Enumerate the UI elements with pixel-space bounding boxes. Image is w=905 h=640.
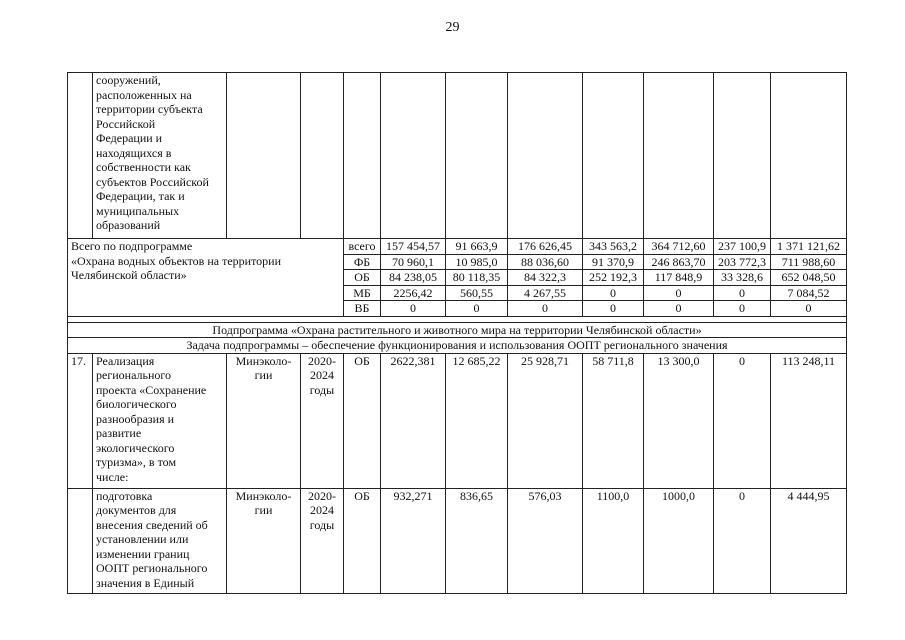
value-cell: 1000,0	[644, 488, 714, 593]
value-cell: 0	[771, 301, 847, 317]
value-cell: 836,65	[446, 488, 508, 593]
text-line: гии	[254, 368, 273, 382]
value-cell: 13 300,0	[644, 353, 714, 488]
budget-table	[67, 72, 847, 594]
value-cell: 576,03	[508, 488, 583, 593]
item-executor	[227, 488, 301, 593]
total-row-all	[68, 239, 847, 255]
item-row	[68, 353, 847, 488]
item-executor	[227, 353, 301, 488]
source-cell: всего	[344, 239, 381, 255]
text-line: муниципальных	[96, 203, 180, 218]
source-cell: МБ	[344, 285, 381, 301]
text-line: ООПТ регионального	[96, 561, 208, 575]
text-line: Реализация	[96, 353, 155, 368]
text-line: развитие	[96, 426, 142, 440]
text-line: находящихся в	[96, 145, 172, 160]
value-cell: 711 988,60	[771, 254, 847, 270]
text-line: экологического	[96, 440, 175, 455]
item-name	[93, 488, 227, 593]
value-cell: 176 626,45	[508, 239, 583, 255]
value-cell: 932,271	[381, 488, 446, 593]
value-cell: 7 084,52	[771, 285, 847, 301]
executor-cell	[227, 73, 301, 239]
value-cell: 343 563,2	[583, 239, 644, 255]
source-cell: ОБ	[344, 353, 381, 488]
source-cell: ОБ	[344, 270, 381, 286]
value-cell	[446, 73, 508, 239]
text-line: числе:	[96, 469, 129, 484]
text-line: проекта «Сохранение	[96, 382, 207, 397]
value-cell: 4 267,55	[508, 285, 583, 301]
task-title: Задача подпрограммы – обеспечение функционирования и использования ООПТ регионального значения	[68, 338, 847, 354]
source-cell: ВБ	[344, 301, 381, 317]
source-cell: ОБ	[344, 488, 381, 593]
text-line: подготовка	[96, 488, 153, 503]
value-cell: 0	[446, 301, 508, 317]
text-line: биологического	[96, 397, 177, 411]
text-line: значения в Единый	[96, 575, 195, 590]
text-line: установлении или	[96, 532, 189, 546]
text-line: 2024	[310, 368, 334, 382]
item-name	[93, 353, 227, 488]
subprogram-title: Подпрограмма «Охрана растительного и животного мира на территории Челябинской области»	[68, 322, 847, 338]
source-cell: ФБ	[344, 254, 381, 270]
item-period	[301, 353, 344, 488]
value-cell: 0	[644, 285, 714, 301]
source-cell	[344, 73, 381, 239]
value-cell	[714, 73, 771, 239]
number-cell	[68, 73, 93, 239]
value-cell	[381, 73, 446, 239]
text-line: гии	[254, 503, 273, 517]
value-cell: 1100,0	[583, 488, 644, 593]
value-cell: 10 985,0	[446, 254, 508, 270]
text-line: туризма», в том	[96, 455, 177, 469]
value-cell: 12 685,22	[446, 353, 508, 488]
value-cell: 652 048,50	[771, 270, 847, 286]
value-cell: 0	[714, 353, 771, 488]
value-cell: 84 238,05	[381, 270, 446, 286]
value-cell: 246 863,70	[644, 254, 714, 270]
value-cell: 113 248,11	[771, 353, 847, 488]
text-line: территории субъекта	[96, 102, 203, 116]
value-cell: 58 711,8	[583, 353, 644, 488]
text-line: разнообразия и	[96, 411, 175, 426]
value-cell: 4 444,95	[771, 488, 847, 593]
value-cell: 70 960,1	[381, 254, 446, 270]
text-line: расположенных на	[96, 87, 192, 102]
continuation-row	[68, 73, 847, 239]
text-line: Федерации и	[96, 131, 163, 145]
text-line: Минэколо-	[235, 488, 292, 503]
text-line: годы	[309, 382, 335, 397]
value-cell: 0	[583, 301, 644, 317]
value-cell: 2256,42	[381, 285, 446, 301]
value-cell: 2622,381	[381, 353, 446, 488]
text-line: образований	[96, 218, 161, 232]
text-line: Минэколо-	[235, 353, 292, 368]
text-line: Челябинской области»	[71, 268, 187, 282]
value-cell: 0	[714, 488, 771, 593]
period-cell	[301, 73, 344, 239]
text-line: сооружений,	[96, 73, 161, 87]
text-line: собственности как	[96, 160, 191, 174]
text-line: Российской	[96, 116, 156, 131]
value-cell: 157 454,57	[381, 239, 446, 255]
value-cell	[644, 73, 714, 239]
text-line: 2020-	[308, 353, 336, 368]
value-cell: 0	[714, 301, 771, 317]
value-cell: 0	[583, 285, 644, 301]
text-line: внесения сведений об	[96, 517, 208, 532]
item-row	[68, 488, 847, 593]
value-cell: 88 036,60	[508, 254, 583, 270]
item-number	[68, 488, 93, 593]
subprogram-title-row	[68, 322, 847, 338]
value-cell: 560,55	[446, 285, 508, 301]
value-cell: 91 663,9	[446, 239, 508, 255]
value-cell	[771, 73, 847, 239]
text-line: 2020-	[308, 488, 336, 503]
subprogram-total-label	[68, 239, 344, 317]
item-number: 17.	[68, 353, 93, 488]
text-line: субъектов Российской	[96, 174, 209, 189]
text-line: Федерации, так и	[96, 189, 185, 203]
value-cell: 203 772,3	[714, 254, 771, 270]
value-cell: 0	[644, 301, 714, 317]
value-cell	[508, 73, 583, 239]
text-line: Всего по подпрограмме	[71, 239, 193, 253]
value-cell: 84 322,3	[508, 270, 583, 286]
page-number: 29	[445, 20, 460, 35]
task-title-row	[68, 338, 847, 354]
item-period	[301, 488, 344, 593]
value-cell: 33 328,6	[714, 270, 771, 286]
value-cell: 117 848,9	[644, 270, 714, 286]
continuation-text	[93, 73, 227, 239]
value-cell: 252 192,3	[583, 270, 644, 286]
value-cell: 364 712,60	[644, 239, 714, 255]
value-cell	[583, 73, 644, 239]
text-line: регионального	[96, 368, 172, 382]
value-cell: 237 100,9	[714, 239, 771, 255]
value-cell: 25 928,71	[508, 353, 583, 488]
text-line: «Охрана водных объектов на территории	[71, 253, 281, 268]
value-cell: 80 118,35	[446, 270, 508, 286]
value-cell: 0	[714, 285, 771, 301]
text-line: годы	[309, 517, 335, 532]
value-cell: 0	[508, 301, 583, 317]
value-cell: 0	[381, 301, 446, 317]
value-cell: 91 370,9	[583, 254, 644, 270]
value-cell: 1 371 121,62	[771, 239, 847, 255]
text-line: 2024	[310, 503, 334, 517]
text-line: документов для	[96, 503, 177, 517]
text-line: изменении границ	[96, 546, 190, 561]
